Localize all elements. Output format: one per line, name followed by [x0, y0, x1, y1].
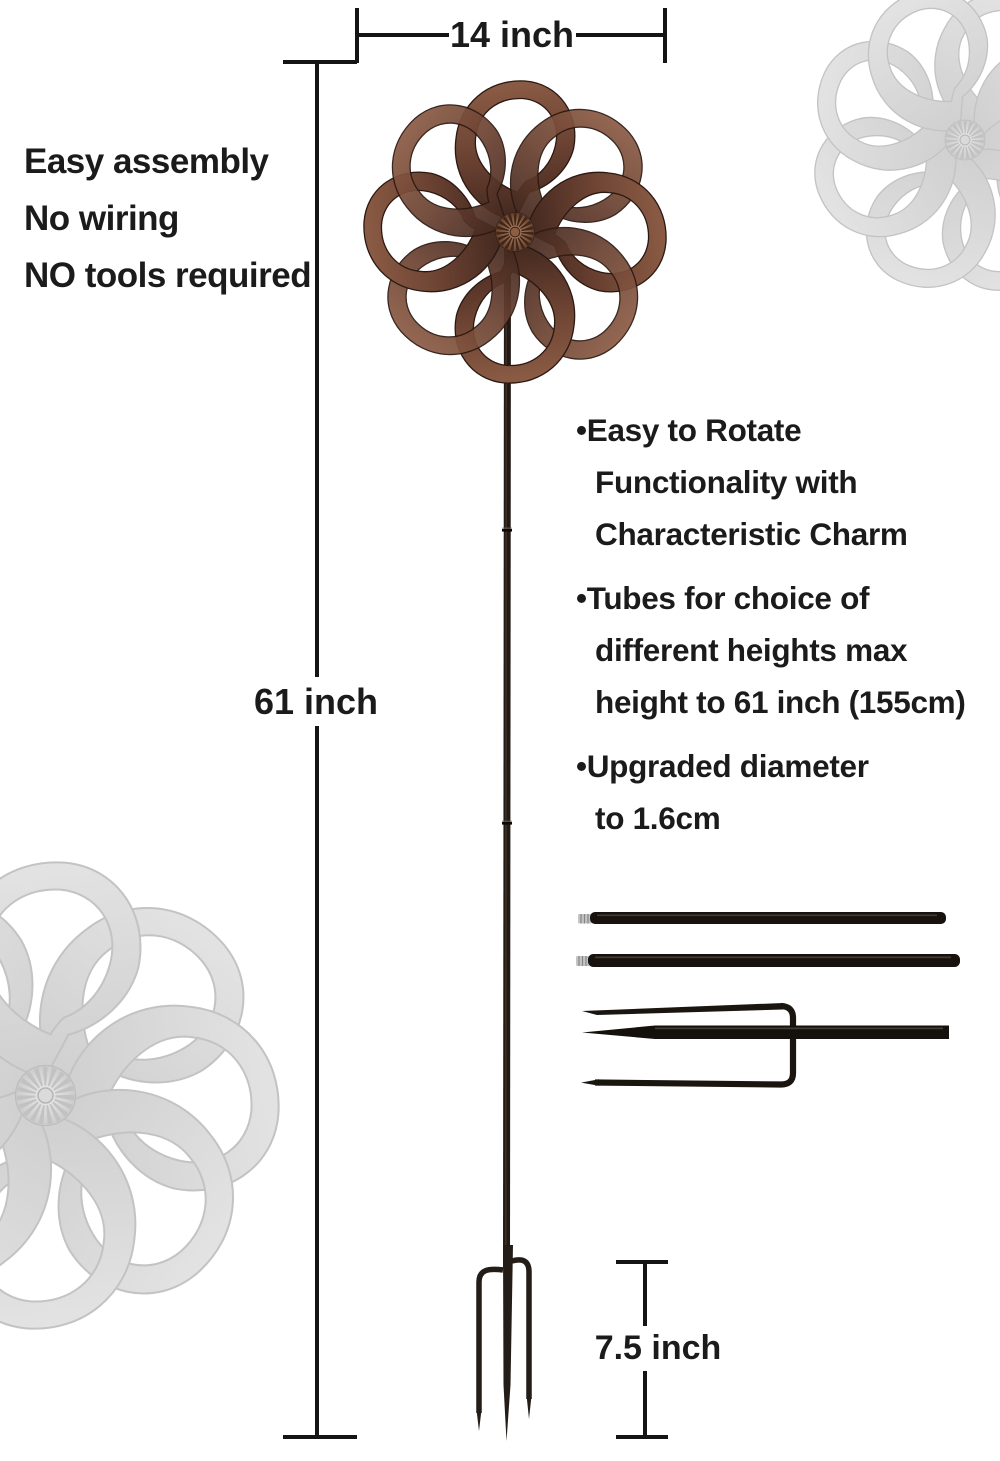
spinner-flower [345, 62, 685, 402]
ground-fork-installed [455, 1245, 565, 1455]
feature-line: Easy assembly [24, 142, 269, 181]
bullet-line: Functionality with [595, 464, 858, 500]
width-dim-line-right [576, 33, 665, 37]
watermark-flower-bottom-left [0, 833, 308, 1358]
spinner-hub [496, 213, 535, 252]
stake-top-prong [582, 1003, 783, 1015]
bullet-line: height to 61 inch (155cm) [595, 684, 966, 720]
right-prong [512, 1260, 532, 1419]
bullet-line: to 1.6cm [595, 800, 721, 836]
bullet-line: Characteristic Charm [595, 516, 908, 552]
width-dimension-label: 14 inch [449, 14, 575, 55]
height-dimension-label: 61 inch [253, 681, 379, 722]
feature-bullet-list [576, 404, 1000, 856]
bullet-line: •Tubes for choice of [576, 580, 870, 616]
stake-bottom-prong-tip [581, 1079, 599, 1085]
component-parts [555, 885, 985, 1100]
watermark-hub [945, 120, 985, 160]
bullet-line: •Easy to Rotate [576, 412, 802, 448]
stake-dim-line-lower [643, 1371, 647, 1437]
bullet-line: different heights max [595, 632, 908, 668]
stake-dim-tick-bottom [616, 1435, 668, 1439]
ground-stake [581, 1003, 949, 1086]
feature-line: NO tools required [24, 256, 312, 295]
bullet-item [576, 572, 1000, 728]
stake-dim-tick-top [616, 1260, 668, 1264]
width-dim-line-left [357, 33, 449, 37]
bullet-item [576, 740, 1000, 844]
height-dim-line-lower [315, 726, 319, 1437]
center-spike [503, 1245, 513, 1441]
pole-joint [502, 821, 512, 825]
pole-joint [502, 528, 512, 532]
height-dim-line-upper [315, 62, 319, 677]
watermark-hub [16, 1066, 76, 1126]
feature-line: No wiring [24, 199, 179, 238]
height-dim-tick-bottom [283, 1435, 357, 1439]
bullet-line: •Upgraded diameter [576, 748, 869, 784]
bullet-item [576, 404, 1000, 560]
watermark-flower-top-right [790, 0, 1000, 315]
extension-tube-2 [576, 954, 960, 967]
stake-dimension-label: 7.5 inch [594, 1329, 722, 1367]
stake-connector [595, 1006, 793, 1085]
feature-text-block [24, 133, 311, 304]
extension-tube-1 [578, 912, 946, 924]
stake-dim-line-upper [643, 1260, 647, 1326]
left-prong [476, 1269, 503, 1431]
